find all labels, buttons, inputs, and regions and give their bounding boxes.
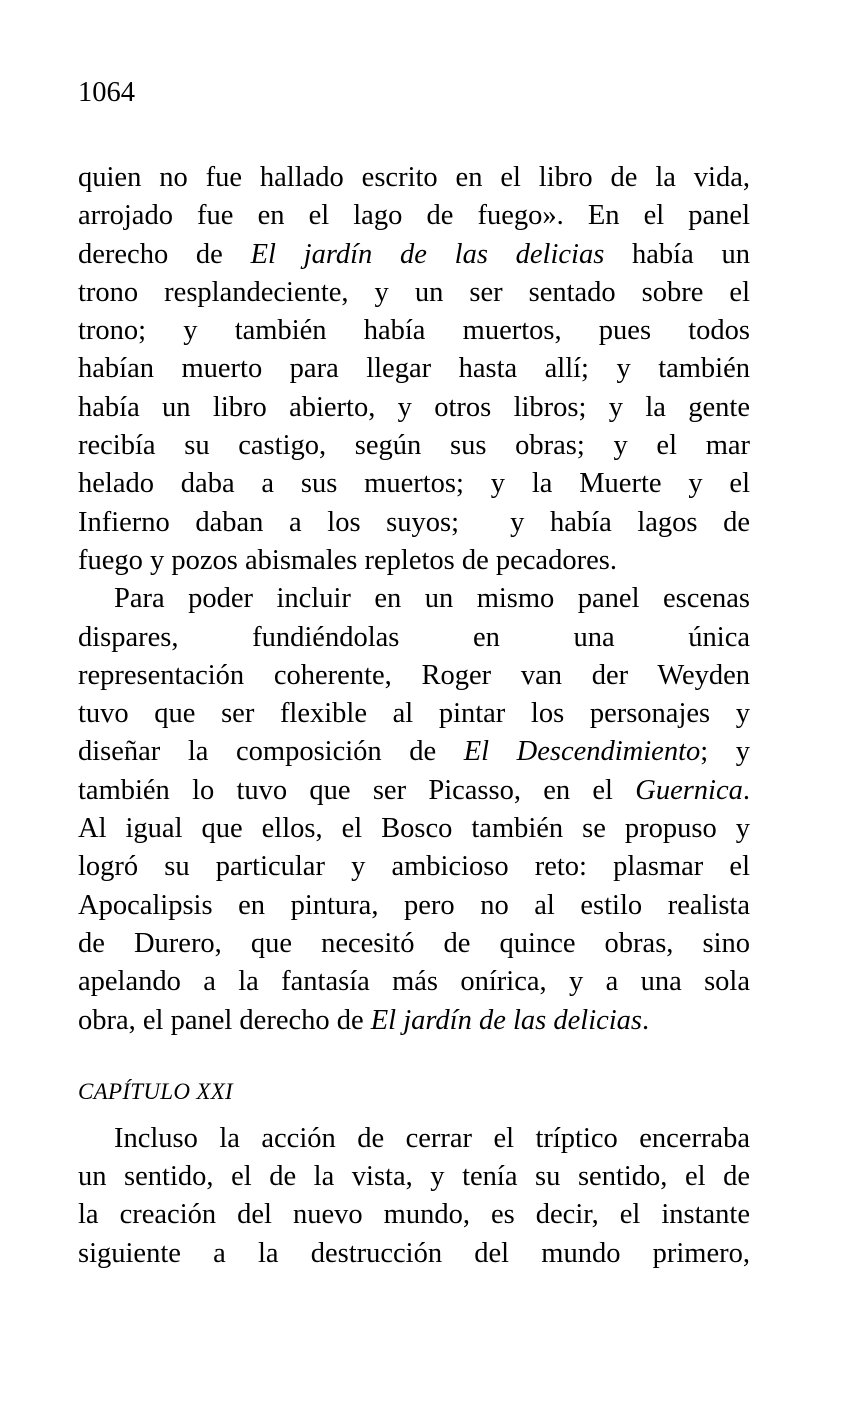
text-line bbox=[78, 465, 750, 503]
text-line bbox=[78, 772, 750, 810]
italic-text-run: El jardín de las delicias bbox=[370, 1004, 643, 1036]
italic-text-run: Guernica bbox=[635, 774, 743, 806]
text-run: ; y bbox=[700, 736, 750, 768]
text-run: helado daba a sus muertos; y la Muerte y el bbox=[78, 468, 750, 500]
text-run: Al igual que ellos, el Bosco también se propuso y bbox=[78, 813, 750, 845]
text-line bbox=[78, 236, 750, 274]
paragraph-3 bbox=[78, 1120, 750, 1273]
paragraph-2 bbox=[78, 580, 750, 1040]
text-run: un sentido, el de la vista, y tenía su sentido, el de bbox=[78, 1161, 750, 1193]
text-line bbox=[78, 619, 750, 657]
text-run: Infierno daban a los suyos; y había lagos de bbox=[78, 506, 750, 538]
text-run: trono resplandeciente, y un ser sentado sobre el bbox=[78, 276, 750, 308]
page-number: 1064 bbox=[78, 77, 135, 108]
text-run: recibía su castigo, según sus obras; y el mar bbox=[78, 430, 750, 462]
text-line bbox=[78, 427, 750, 465]
text-run: . bbox=[742, 774, 750, 806]
text-run: trono; y también había muertos, pues todos bbox=[78, 315, 750, 347]
text-run: Para poder incluir en un mismo panel escenas bbox=[114, 583, 750, 615]
text-run: había un bbox=[604, 238, 750, 270]
text-run: . bbox=[642, 1004, 650, 1036]
text-line bbox=[78, 542, 750, 580]
text-line bbox=[78, 1002, 750, 1040]
text-run: de Durero, que necesitó de quince obras, sino bbox=[78, 927, 750, 959]
text-line bbox=[78, 733, 750, 771]
text-line bbox=[78, 848, 750, 886]
text-run: diseñar la composición de bbox=[78, 736, 464, 768]
text-line bbox=[78, 312, 750, 350]
text-run: tuvo que ser flexible al pintar los personajes y bbox=[78, 698, 750, 730]
text-line bbox=[78, 350, 750, 388]
text-line bbox=[78, 810, 750, 848]
text-run: dispares, fundiéndolas en una única bbox=[78, 621, 750, 653]
text-line bbox=[78, 159, 750, 197]
text-line bbox=[78, 695, 750, 733]
text-run: fuego y pozos abismales repletos de pecadores. bbox=[78, 544, 617, 576]
italic-text-run: El jardín de las delicias bbox=[250, 238, 605, 270]
text-line bbox=[78, 1120, 750, 1158]
text-line bbox=[78, 504, 750, 542]
text-run: habían muerto para llegar hasta allí; y también bbox=[78, 353, 750, 385]
text-line bbox=[78, 1158, 750, 1196]
italic-text-run: El Descendimiento bbox=[463, 736, 701, 768]
text-line bbox=[78, 1235, 750, 1273]
page-content bbox=[78, 159, 750, 1273]
text-run: Apocalipsis en pintura, pero no al estilo realista bbox=[78, 889, 750, 921]
text-line bbox=[78, 963, 750, 1001]
text-run: la creación del nuevo mundo, es decir, el instante bbox=[78, 1199, 750, 1231]
paragraph-continuation bbox=[78, 159, 750, 580]
text-line bbox=[78, 887, 750, 925]
text-run: obra, el panel derecho de bbox=[78, 1004, 371, 1036]
text-line bbox=[78, 580, 750, 618]
text-run: Incluso la acción de cerrar el tríptico encerraba bbox=[114, 1122, 750, 1154]
text-run: apelando a la fantasía más onírica, y a una sola bbox=[78, 966, 750, 998]
text-run: también lo tuvo que ser Picasso, en el bbox=[78, 774, 636, 806]
text-line bbox=[78, 925, 750, 963]
text-line bbox=[78, 389, 750, 427]
text-line bbox=[78, 657, 750, 695]
text-run: representación coherente, Roger van der Weyden bbox=[78, 659, 750, 691]
text-run: logró su particular y ambicioso reto: plasmar el bbox=[78, 851, 750, 883]
text-line bbox=[78, 1196, 750, 1234]
text-run: arrojado fue en el lago de fuego». En el panel bbox=[78, 200, 750, 232]
text-run: quien no fue hallado escrito en el libro de la vida, bbox=[78, 162, 750, 193]
text-line bbox=[78, 197, 750, 235]
text-run: había un libro abierto, y otros libros; y la gente bbox=[78, 391, 750, 423]
text-line bbox=[78, 274, 750, 312]
chapter-heading: CAPÍTULO XXI bbox=[78, 1078, 234, 1104]
text-run: siguiente a la destrucción del mundo primero, bbox=[78, 1237, 750, 1269]
text-run: derecho de bbox=[78, 238, 251, 270]
